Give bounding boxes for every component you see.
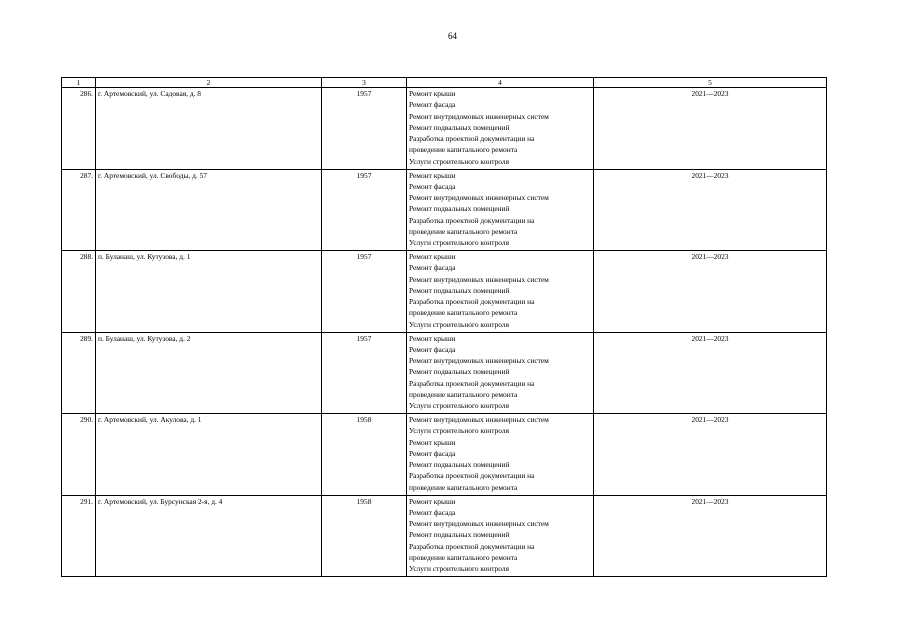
table-row: [62, 414, 827, 496]
year-cell: 1957: [322, 88, 407, 170]
header-col-3: 3: [322, 78, 407, 88]
work-item: Услуги строительного контроля: [409, 319, 509, 329]
address-cell: г. Артемовский, ул. Бурсунская 2-я, д. 4: [96, 495, 322, 577]
work-item: Услуги строительного контроля: [409, 564, 509, 574]
work-item: Ремонт внутридомовых инженерных систем: [409, 519, 549, 529]
work-item: Ремонт фасада: [409, 100, 456, 110]
year-cell: 1957: [322, 251, 407, 333]
year-cell: 1957: [322, 332, 407, 414]
works-cell: [407, 251, 594, 333]
table-header: [62, 78, 827, 88]
works-cell: [407, 495, 594, 577]
header-col-2: 2: [96, 78, 322, 88]
work-item: Услуги строительного контроля: [409, 401, 509, 411]
table-row: [62, 332, 827, 414]
work-item: проведение капитального ремонта: [409, 389, 518, 399]
address-cell: г. Артемовский, ул. Садовая, д. 8: [96, 88, 322, 170]
work-item: Ремонт крыши: [409, 170, 456, 180]
work-item: Ремонт фасада: [409, 344, 456, 354]
work-item: Ремонт фасада: [409, 181, 456, 191]
work-item: Разработка проектной документации на: [409, 134, 535, 144]
work-item: Разработка проектной документации на: [409, 378, 535, 388]
header-row: [62, 78, 827, 88]
table-body: [62, 88, 827, 577]
work-item: Ремонт подвальных помещений: [409, 204, 510, 214]
year-cell: 1957: [322, 169, 407, 251]
period-cell: 2021—2023: [594, 251, 827, 333]
work-item: Ремонт внутридомовых инженерных систем: [409, 415, 549, 424]
work-item: проведение капитального ремонта: [409, 308, 518, 318]
table-row: [62, 169, 827, 251]
works-cell: [407, 414, 594, 496]
work-item: Ремонт подвальных помещений: [409, 460, 510, 470]
work-item: Разработка проектной документации на: [409, 471, 535, 481]
work-item: Услуги строительного контроля: [409, 156, 509, 166]
work-item: проведение капитального ремонта: [409, 482, 518, 492]
year-cell: 1958: [322, 495, 407, 577]
header-col-5: 5: [594, 78, 827, 88]
work-item: Ремонт фасада: [409, 448, 456, 458]
work-item: проведение капитального ремонта: [409, 226, 518, 236]
work-item: Ремонт внутридомовых инженерных систем: [409, 193, 549, 203]
table-row: [62, 88, 827, 170]
header-col-1: 1: [62, 78, 96, 88]
work-item: Ремонт крыши: [409, 89, 456, 98]
work-item: Ремонт внутридомовых инженерных систем: [409, 274, 549, 284]
row-number: 286.: [62, 88, 96, 170]
address-cell: п. Буланаш, ул. Кутузова, д. 1: [96, 251, 322, 333]
work-item: проведение капитального ремонта: [409, 552, 518, 562]
page-number: 64: [448, 31, 457, 41]
row-number: 291.: [62, 495, 96, 577]
period-cell: 2021—2023: [594, 414, 827, 496]
row-number: 288.: [62, 251, 96, 333]
work-item: Разработка проектной документации на: [409, 541, 535, 551]
works-cell: [407, 332, 594, 414]
works-cell: [407, 88, 594, 170]
period-cell: 2021—2023: [594, 88, 827, 170]
work-item: Ремонт внутридомовых инженерных систем: [409, 111, 549, 121]
row-number: 290.: [62, 414, 96, 496]
work-item: Услуги строительного контроля: [409, 426, 509, 436]
address-cell: г. Артемовский, ул. Акулова, д. 1: [96, 414, 322, 496]
work-item: Ремонт крыши: [409, 496, 456, 506]
row-number: 289.: [62, 332, 96, 414]
repair-schedule-table: [61, 77, 827, 577]
table-row: [62, 495, 827, 577]
address-cell: п. Буланаш, ул. Кутузова, д. 2: [96, 332, 322, 414]
period-cell: 2021—2023: [594, 332, 827, 414]
work-item: Ремонт подвальных помещений: [409, 367, 510, 377]
header-col-4: 4: [407, 78, 594, 88]
year-cell: 1958: [322, 414, 407, 496]
row-number: 287.: [62, 169, 96, 251]
table-row: [62, 251, 827, 333]
work-item: Ремонт подвальных помещений: [409, 122, 510, 132]
work-item: Ремонт крыши: [409, 437, 456, 447]
work-item: Разработка проектной документации на: [409, 297, 535, 307]
work-item: Ремонт фасада: [409, 507, 456, 517]
address-cell: г. Артемовский, ул. Свободы, д. 57: [96, 169, 322, 251]
works-cell: [407, 169, 594, 251]
work-item: Услуги строительного контроля: [409, 238, 509, 248]
work-item: проведение капитального ремонта: [409, 145, 518, 155]
work-item: Ремонт фасада: [409, 263, 456, 273]
period-cell: 2021—2023: [594, 169, 827, 251]
work-item: Разработка проектной документации на: [409, 215, 535, 225]
period-cell: 2021—2023: [594, 495, 827, 577]
work-item: Ремонт внутридомовых инженерных систем: [409, 356, 549, 366]
work-item: Ремонт подвальных помещений: [409, 285, 510, 295]
work-item: Ремонт крыши: [409, 252, 456, 261]
work-item: Ремонт крыши: [409, 333, 456, 343]
work-item: Ремонт подвальных помещений: [409, 530, 510, 540]
